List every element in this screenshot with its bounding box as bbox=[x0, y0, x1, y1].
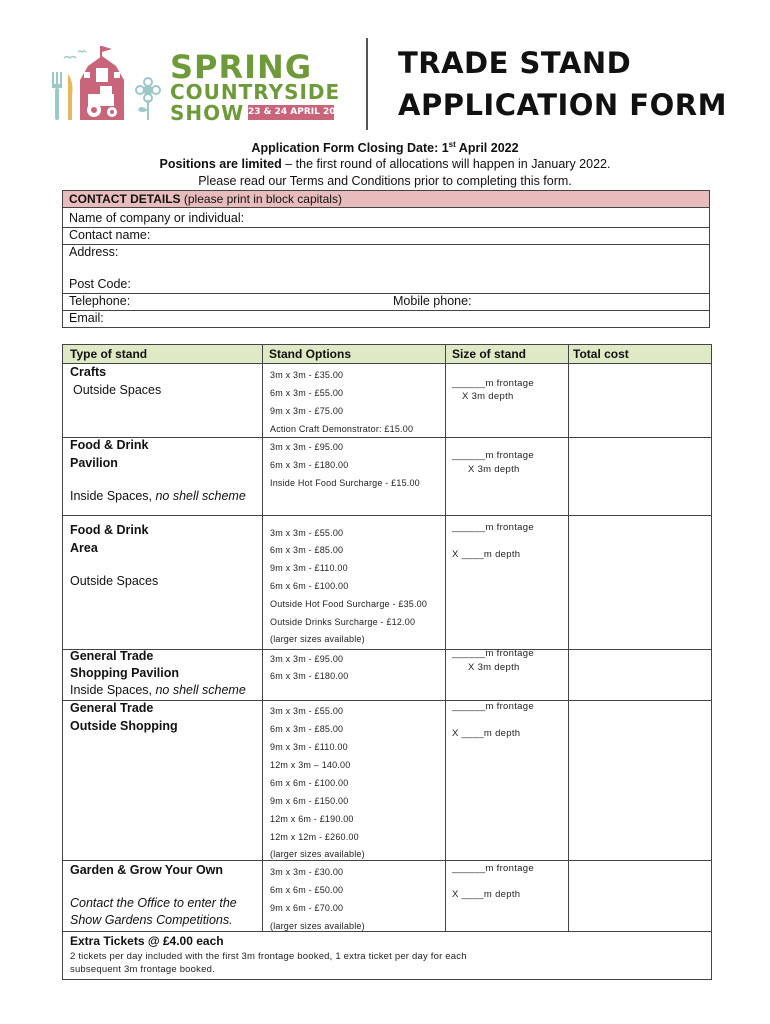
stand-type-title-line2: Area bbox=[70, 541, 98, 555]
contact-divider bbox=[63, 293, 709, 294]
row-divider bbox=[568, 649, 711, 650]
stand-option[interactable]: 3m x 3m - £30.00 bbox=[270, 867, 344, 877]
stand-option[interactable]: 6m x 3m - £85.00 bbox=[270, 545, 344, 555]
stand-type-title: Garden & Grow Your Own bbox=[70, 863, 224, 877]
stand-option[interactable]: 9m x 3m - £110.00 bbox=[270, 563, 348, 573]
stand-type-title: General Trade bbox=[70, 701, 154, 715]
form-title-line1: TRADE STAND bbox=[398, 46, 632, 80]
stand-option[interactable]: 9m x 3m - £75.00 bbox=[270, 406, 344, 416]
mobile-phone-field[interactable]: Mobile phone: bbox=[393, 294, 472, 308]
frontage-field[interactable]: ______m frontage bbox=[452, 648, 534, 659]
stand-type-title: Crafts bbox=[70, 365, 107, 379]
contact-divider bbox=[63, 244, 709, 245]
logo-word-countryside: COUNTRYSIDE bbox=[170, 80, 341, 104]
depth-field[interactable]: X ____m depth bbox=[452, 728, 521, 739]
stand-option-note: (larger sizes available) bbox=[270, 921, 365, 931]
column-divider bbox=[262, 345, 263, 931]
stand-option[interactable]: 6m x 3m - £180.00 bbox=[270, 671, 349, 681]
email-field[interactable]: Email: bbox=[69, 311, 104, 325]
stand-type-title-line2: Pavilion bbox=[70, 456, 118, 470]
stand-option[interactable]: Outside Drinks Surcharge - £12.00 bbox=[270, 617, 416, 627]
frontage-field[interactable]: ______m frontage bbox=[452, 522, 534, 533]
frontage-field[interactable]: ______m frontage bbox=[452, 701, 534, 712]
table-header-row bbox=[63, 345, 711, 364]
stand-option[interactable]: 3m x 3m - £55.00 bbox=[270, 706, 344, 716]
closing-date-line bbox=[0, 140, 770, 155]
stand-type-title: General Trade bbox=[70, 649, 154, 663]
stand-option[interactable]: 12m x 12m - £260.00 bbox=[270, 832, 359, 842]
stand-type-title: Food & Drink bbox=[70, 523, 149, 537]
contact-details-header bbox=[63, 191, 709, 208]
closing-date-sup: st bbox=[448, 140, 456, 149]
stand-type-title-line2: Outside Shopping bbox=[70, 719, 178, 733]
form-title-line2: APPLICATION FORM bbox=[398, 88, 727, 122]
contact-name-field[interactable]: Contact name: bbox=[69, 228, 151, 242]
contact-details-box bbox=[62, 190, 710, 328]
garden-note-line2: Show Gardens Competitions. bbox=[70, 913, 233, 927]
extra-tickets-desc-line1: 2 tickets per day included with the first 3m frontage booked, 1 extra ticket per day for each bbox=[70, 951, 467, 962]
stand-option-note: (larger sizes available) bbox=[270, 849, 365, 859]
stand-option[interactable]: 6m x 3m - £85.00 bbox=[270, 724, 344, 734]
contact-header-rest: (please print in block capitals) bbox=[180, 192, 342, 206]
row-divider bbox=[568, 860, 711, 861]
depth-field[interactable]: X ____m depth bbox=[452, 549, 521, 560]
subtitle-text: Inside Spaces, bbox=[70, 489, 156, 503]
row-divider bbox=[568, 437, 711, 438]
address-field[interactable]: Address: bbox=[69, 245, 119, 259]
header-type-of-stand: Type of stand bbox=[70, 347, 148, 361]
stand-option[interactable]: 3m x 3m - £95.00 bbox=[270, 654, 344, 664]
stand-option[interactable]: 6m x 3m - £180.00 bbox=[270, 460, 349, 470]
frontage-field[interactable]: ______m frontage bbox=[452, 863, 534, 874]
company-name-field[interactable]: Name of company or individual: bbox=[69, 211, 245, 225]
stand-option[interactable]: 3m x 3m - £55.00 bbox=[270, 528, 344, 538]
stand-option[interactable]: 9m x 6m - £70.00 bbox=[270, 903, 344, 913]
logo-dates-badge: 23 & 24 APRIL 2022 bbox=[248, 105, 334, 120]
positions-rest: – the first round of allocations will happen in January 2022. bbox=[281, 157, 611, 171]
stand-type-title: Food & Drink bbox=[70, 438, 149, 452]
frontage-field[interactable]: ______m frontage bbox=[452, 450, 534, 461]
row-divider bbox=[63, 931, 711, 932]
header-stand-options: Stand Options bbox=[269, 347, 351, 361]
stand-option[interactable]: Inside Hot Food Surcharge - £15.00 bbox=[270, 478, 420, 488]
positions-bold: Positions are limited bbox=[159, 157, 282, 171]
terms-line: Please read our Terms and Conditions prior to completing this form. bbox=[198, 174, 572, 188]
extra-tickets-title: Extra Tickets @ £4.00 each bbox=[70, 934, 224, 948]
closing-date-pre: Application Form Closing Date: 1 bbox=[251, 141, 449, 156]
stand-option[interactable]: 12m x 3m – 140.00 bbox=[270, 760, 351, 770]
stand-option[interactable]: 6m x 6m - £100.00 bbox=[270, 778, 349, 788]
stand-option[interactable]: Outside Hot Food Surcharge - £35.00 bbox=[270, 599, 428, 609]
stand-option[interactable]: 12m x 6m - £190.00 bbox=[270, 814, 354, 824]
stand-type-title-line2: Shopping Pavilion bbox=[70, 666, 180, 680]
row-divider bbox=[568, 700, 711, 701]
stand-type-subtitle: Outside Spaces bbox=[70, 574, 159, 588]
stand-option[interactable]: 6m x 6m - £100.00 bbox=[270, 581, 349, 591]
stand-option-note: (larger sizes available) bbox=[270, 634, 365, 644]
column-divider bbox=[568, 345, 569, 931]
contact-header-bold: CONTACT DETAILS bbox=[69, 192, 181, 206]
stand-type-subtitle: Outside Spaces bbox=[73, 383, 162, 397]
stand-options-table bbox=[62, 344, 712, 980]
subtitle-emphasis: no shell scheme bbox=[155, 489, 246, 503]
stand-option[interactable]: 6m x 3m - £55.00 bbox=[270, 388, 344, 398]
row-divider bbox=[63, 515, 568, 516]
stand-option[interactable]: 9m x 3m - £110.00 bbox=[270, 742, 348, 752]
header-divider bbox=[366, 38, 368, 130]
subtitle-emphasis: no shell scheme bbox=[155, 683, 246, 697]
garden-note-line1: Contact the Office to enter the bbox=[70, 896, 237, 910]
row-divider bbox=[568, 515, 711, 516]
stand-type-subtitle bbox=[70, 683, 246, 697]
depth-field[interactable]: X ____m depth bbox=[452, 889, 521, 900]
closing-date-post: April 2022 bbox=[455, 141, 519, 156]
contact-divider bbox=[63, 310, 709, 311]
extra-tickets-desc-line2: subsequent 3m frontage booked. bbox=[70, 964, 215, 975]
telephone-field[interactable]: Telephone: bbox=[69, 294, 131, 308]
stand-option[interactable]: 3m x 3m - £95.00 bbox=[270, 442, 344, 452]
header-total-cost: Total cost bbox=[573, 347, 629, 361]
column-divider bbox=[445, 345, 446, 931]
logo-word-show: SHOW bbox=[170, 101, 245, 125]
stand-option[interactable]: Action Craft Demonstrator: £15.00 bbox=[270, 424, 414, 434]
depth-label: X 3m depth bbox=[462, 391, 514, 402]
logo-word-spring: SPRING bbox=[170, 48, 313, 86]
stand-option[interactable]: 9m x 6m - £150.00 bbox=[270, 796, 349, 806]
header-size-of-stand: Size of stand bbox=[452, 347, 527, 361]
show-logo bbox=[44, 44, 349, 126]
stand-option[interactable]: 3m x 3m - £35.00 bbox=[270, 370, 344, 380]
positions-line bbox=[0, 157, 770, 171]
depth-label: X 3m depth bbox=[468, 662, 520, 673]
stand-option[interactable]: 6m x 6m - £50.00 bbox=[270, 885, 344, 895]
postcode-field[interactable]: Post Code: bbox=[69, 277, 131, 291]
frontage-field[interactable]: ______m frontage bbox=[452, 378, 534, 389]
stand-type-subtitle bbox=[70, 489, 246, 503]
barn-icon bbox=[44, 44, 174, 126]
depth-label: X 3m depth bbox=[468, 464, 520, 475]
contact-divider bbox=[63, 227, 709, 228]
subtitle-text: Inside Spaces, bbox=[70, 683, 156, 697]
row-divider bbox=[63, 860, 568, 861]
